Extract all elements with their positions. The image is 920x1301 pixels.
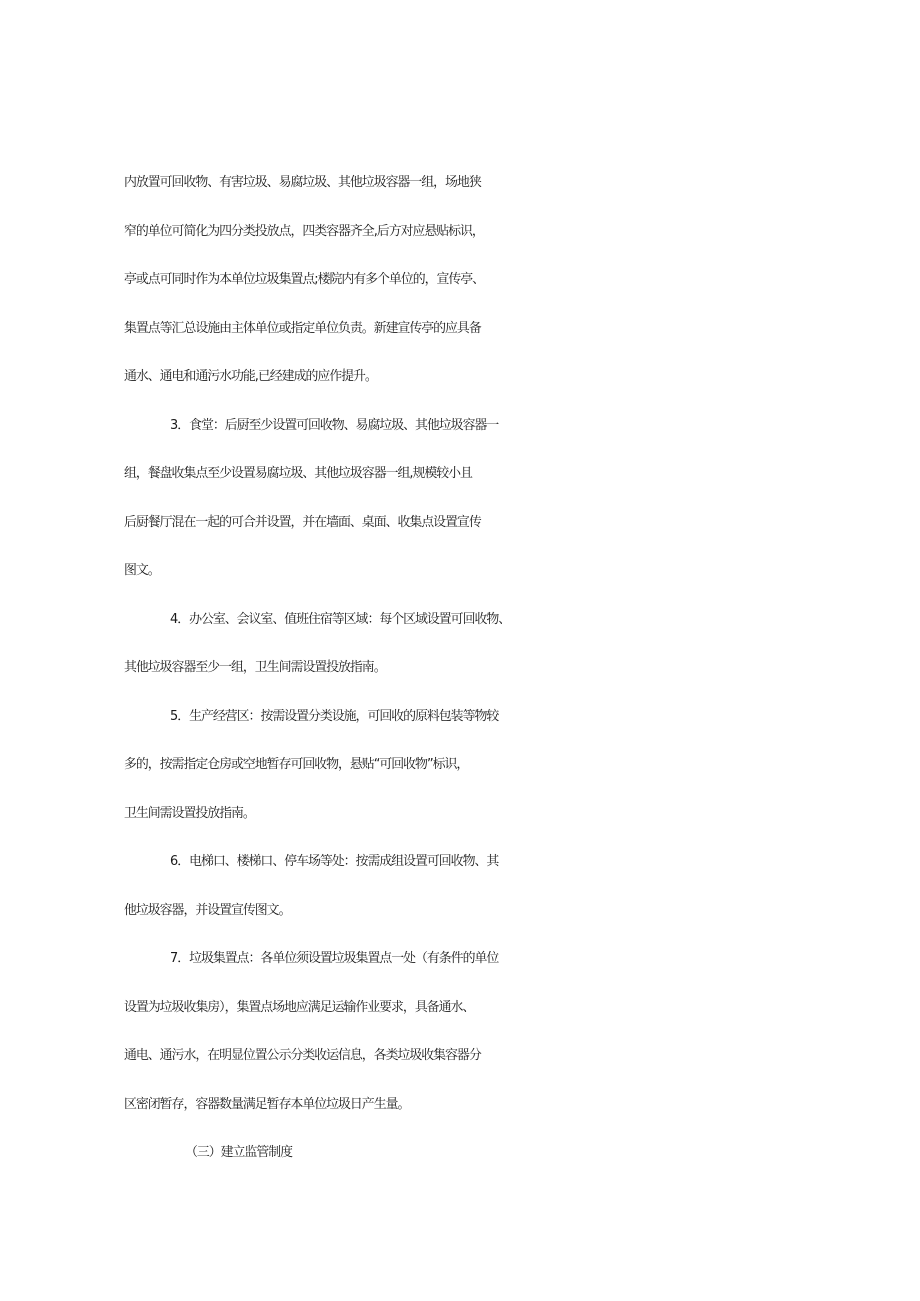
text-line: 多的，按需指定仓房或空地暂存可回收物，悬贴“可回收物”标识， bbox=[124, 757, 469, 772]
text-line: 他垃圾容器，并设置宣传图文。 bbox=[124, 903, 291, 918]
paragraph-first-line: 3．食堂：后厨至少设置可回收物、易腐垃圾、其他垃圾容器一 bbox=[170, 418, 499, 433]
text-line: 后厨餐厅混在一起的可合并设置，并在墙面、桌面、收集点设置宣传 bbox=[124, 515, 481, 530]
paragraph-first-line: 6．电梯口、楼梯口、停车场等处：按需成组设置可回收物、其 bbox=[170, 854, 499, 869]
text-line: 集置点等汇总设施由主体单位或指定单位负责。新建宣传亭的应具备 bbox=[124, 321, 481, 336]
text-line: 窄的单位可简化为四分类投放点，四类容器齐全,后方对应悬贴标识， bbox=[124, 224, 484, 239]
section-heading: （三）建立监管制度 bbox=[185, 1145, 293, 1160]
text-line: 通水、通电和通污水功能,已经建成的应作提升。 bbox=[124, 369, 377, 384]
text-line: 内放置可回收物、有害垃圾、易腐垃圾、其他垃圾容器一组，场地狭 bbox=[124, 175, 481, 190]
text-line: 其他垃圾容器至少一组，卫生间需设置投放指南。 bbox=[124, 660, 386, 675]
paragraph-first-line: 4．办公室、会议室、值班住宿等区域：每个区域设置可回收物、 bbox=[170, 612, 511, 627]
text-line: 设置为垃圾收集房），集置点场地应满足运输作业要求，具备通水、 bbox=[124, 1000, 475, 1015]
paragraph-first-line: 7．垃圾集置点：各单位须设置垃圾集置点一处（有条件的单位 bbox=[170, 951, 499, 966]
text-line: 亭或点可同时作为本单位垃圾集置点;楼院内有多个单位的，宣传亭、 bbox=[124, 272, 485, 287]
text-line: 图文。 bbox=[124, 563, 160, 578]
text-line: 区密闭暂存，容器数量满足暂存本单位垃圾日产生量。 bbox=[124, 1097, 410, 1112]
text-line: 卫生间需设置投放指南。 bbox=[124, 806, 255, 821]
paragraph-first-line: 5．生产经营区：按需设置分类设施，可回收的原料包装等物较 bbox=[170, 709, 499, 724]
text-line: 通电、通污水，在明显位置公示分类收运信息，各类垃圾收集容器分 bbox=[124, 1048, 481, 1063]
text-line: 组，餐盘收集点至少设置易腐垃圾、其他垃圾容器一组,规模较小且 bbox=[124, 466, 472, 481]
